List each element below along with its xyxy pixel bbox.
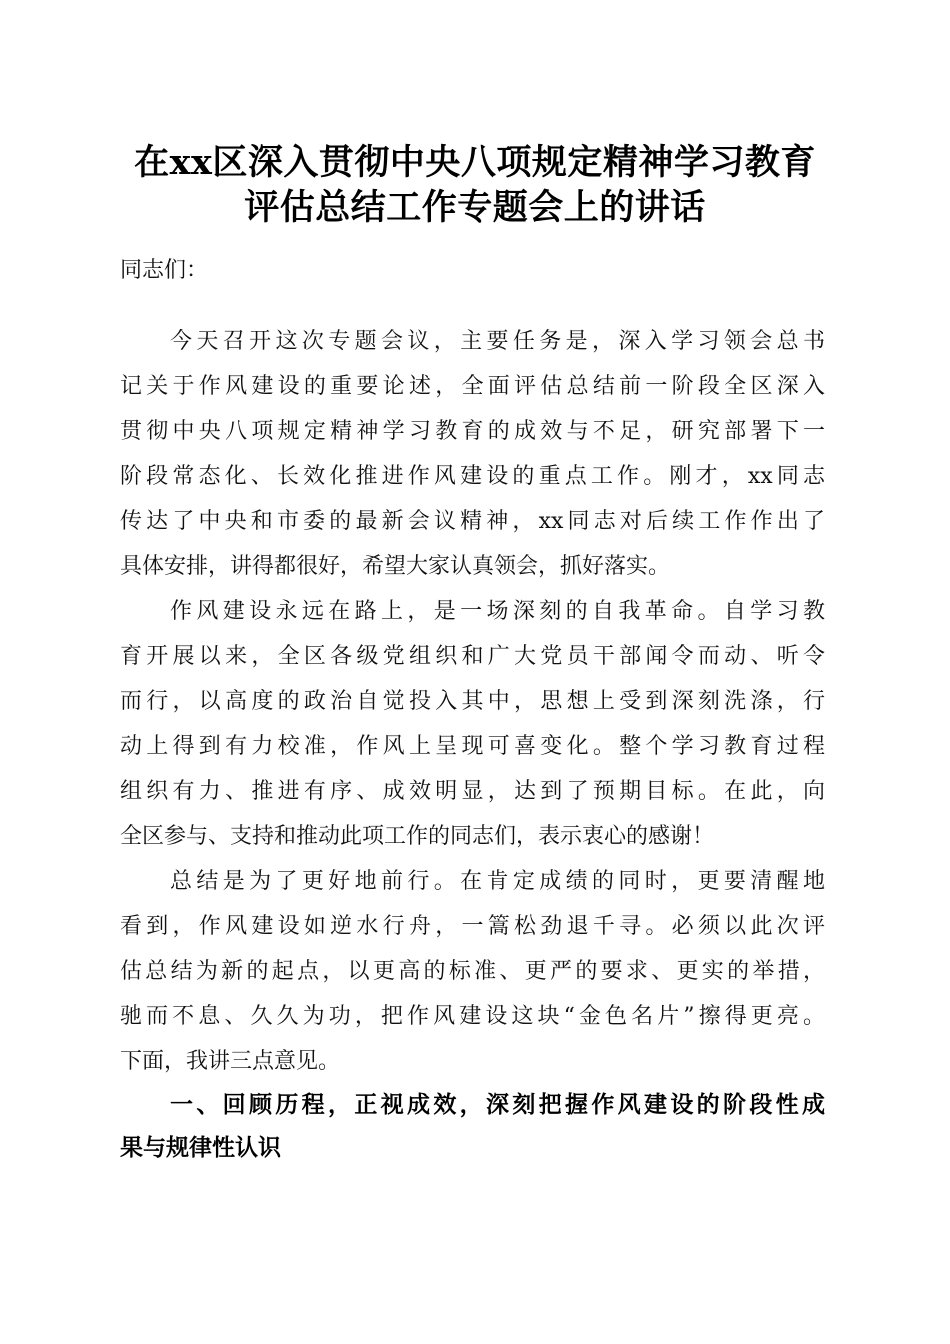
document-title-line-1: 在xx区深入贯彻中央八项规定精神学习教育 <box>134 142 816 183</box>
paragraph-line: 传达了中央和市委的最新会议精神，xx同志对后续工作作出了 <box>120 509 825 534</box>
paragraph-line: 今天召开这次专题会议，主要任务是，深入学习领会总书 <box>170 329 825 354</box>
paragraph-line: 而行，以高度的政治自觉投入其中，思想上受到深刻洗涤，行 <box>120 689 825 714</box>
paragraph-line: 全区参与、支持和推动此项工作的同志们，表示衷心的感谢！ <box>120 824 715 849</box>
paragraph-line: 看到，作风建设如逆水行舟，一篙松劲退千寻。必须以此次评 <box>120 914 825 939</box>
salutation: 同志们： <box>120 258 209 283</box>
paragraph-line: 总结是为了更好地前行。在肯定成绩的同时，更要清醒地 <box>170 869 825 894</box>
section-heading-line: 一、回顾历程，正视成效，深刻把握作风建设的阶段性成 <box>170 1092 825 1118</box>
paragraph-line: 贯彻中央八项规定精神学习教育的成效与不足，研究部署下一 <box>120 419 825 444</box>
paragraph-line: 具体安排，讲得都很好，希望大家认真领会，抓好落实。 <box>120 554 671 579</box>
paragraph-line: 育开展以来，全区各级党组织和广大党员干部闻令而动、听令 <box>120 644 825 669</box>
section-heading-line: 果与规律性认识 <box>120 1135 281 1161</box>
paragraph-line: 估总结为新的起点，以更高的标准、更严的要求、更实的举措， <box>120 959 825 984</box>
paragraph-line: 作风建设永远在路上，是一场深刻的自我革命。自学习教 <box>170 599 825 624</box>
paragraph-line: 驰而不息、久久为功，把作风建设这块“金色名片”擦得更亮。 <box>120 1004 825 1029</box>
paragraph-line: 阶段常态化、长效化推进作风建设的重点工作。刚才，xx同志 <box>120 464 825 489</box>
paragraph-line: 记关于作风建设的重要论述，全面评估总结前一阶段全区深入 <box>120 374 825 399</box>
paragraph-line: 动上得到有力校准，作风上呈现可喜变化。整个学习教育过程 <box>120 734 825 759</box>
paragraph-line: 组织有力、推进有序、成效明显，达到了预期目标。在此，向 <box>120 779 825 804</box>
document-title-line-2: 评估总结工作专题会上的讲话 <box>244 187 706 228</box>
paragraph-line: 下面，我讲三点意见。 <box>120 1049 341 1074</box>
